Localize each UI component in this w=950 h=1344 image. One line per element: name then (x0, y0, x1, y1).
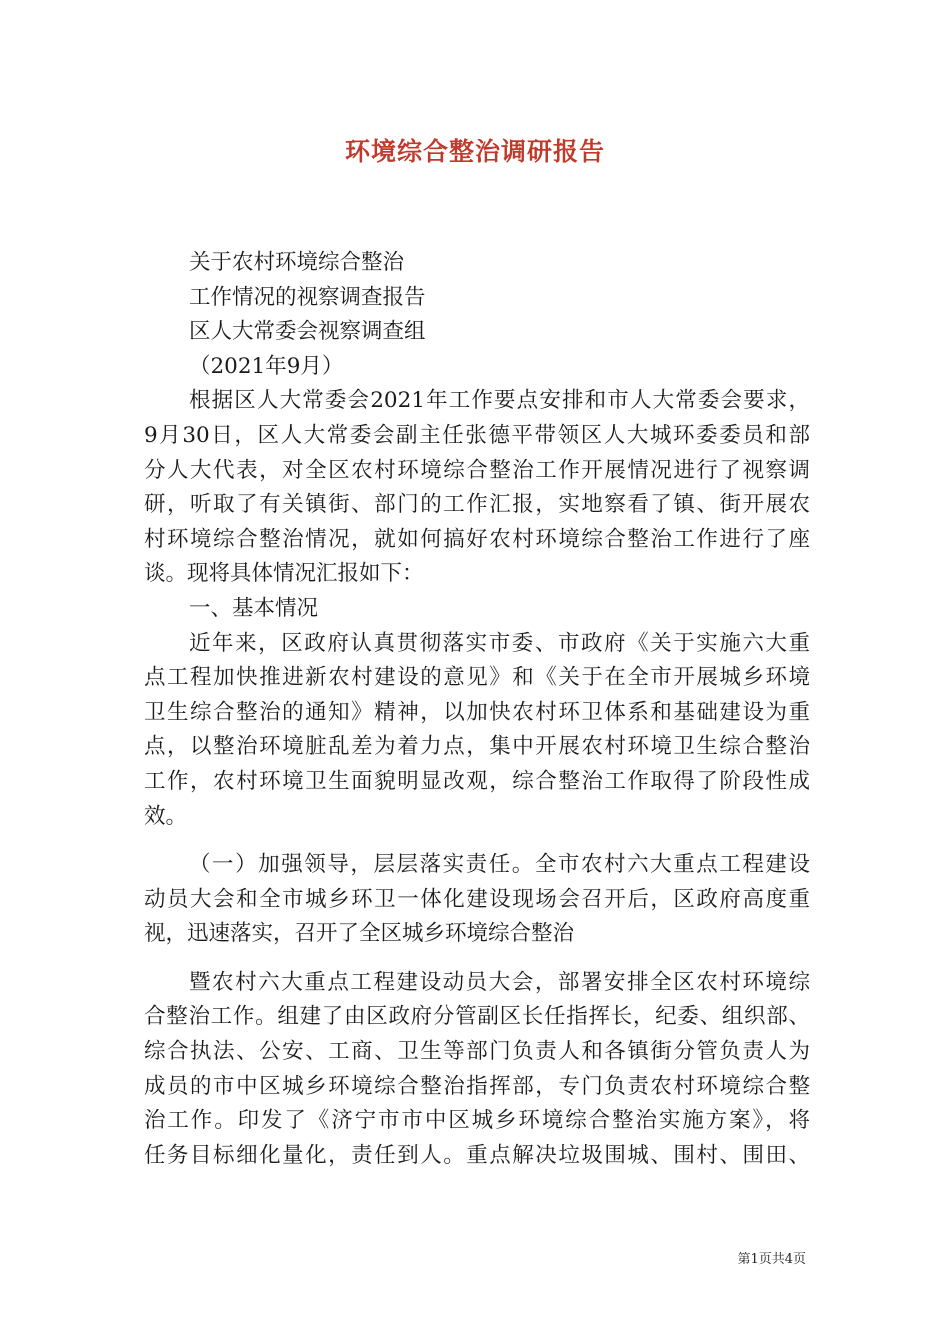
paragraph-line: 动员大会和全市城乡环卫一体化建设现场会召开后，区政府高度重 (144, 886, 810, 912)
paragraph-line: 谈。现将具体情况汇报如下： (144, 561, 424, 587)
paragraph-line: 近年来，区政府认真贯彻落实市委、市政府《关于实施六大重 (189, 630, 810, 656)
paragraph-line: 暨农村六大重点工程建设动员大会，部署安排全区农村环境综 (189, 969, 810, 995)
page-number: 第1页共4页 (737, 1252, 806, 1267)
paragraph-line: 9月30日，区人大常委会副主任张德平带领区人大城环委委员和部 (144, 422, 810, 448)
paragraph-line: 根据区人大常委会2021年工作要点安排和市人大常委会要求， (189, 388, 810, 414)
document-title: 环境综合整治调研报告 (344, 137, 605, 166)
report-date: （2021年9月） (189, 353, 344, 379)
paragraph-line: 村环境综合整治情况，就如何搞好农村环境综合整治工作进行了座 (144, 526, 810, 552)
paragraph-line: 卫生综合整治的通知》精神，以加快农村环卫体系和基础建设为重 (144, 699, 810, 725)
paragraph-line: 研，听取了有关镇街、部门的工作汇报，实地察看了镇、街开展农 (144, 492, 810, 518)
paragraph-line: （一）加强领导，层层落实责任。全市农村六大重点工程建设 (189, 852, 810, 878)
paragraph-line: 分人大代表，对全区农村环境综合整治工作开展情况进行了视察调 (144, 457, 810, 483)
paragraph-line: 工作，农村环境卫生面貌明显改观，综合整治工作取得了阶段性成 (144, 768, 810, 794)
paragraph-line: 成员的市中区城乡环境综合整治指挥部，专门负责农村环境综合整 (144, 1073, 810, 1099)
paragraph-line: 视，迅速落实，召开了全区城乡环境综合整治 (144, 921, 575, 947)
header-line: 区人大常委会视察调查组 (189, 319, 426, 345)
paragraph-gap (144, 952, 810, 966)
paragraph-line: 治工作。印发了《济宁市市中区城乡环境综合整治实施方案》，将 (144, 1108, 810, 1134)
section-heading: 一、基本情况 (189, 595, 319, 621)
paragraph-line: 综合执法、公安、工商、卫生等部门负责人和各镇街分管负责人为 (144, 1039, 810, 1065)
header-line: 关于农村环境综合整治 (189, 250, 405, 275)
header-line: 工作情况的视察调查报告 (189, 284, 426, 310)
paragraph-line: 任务目标细化量化，责任到人。重点解决垃圾围城、围村、围田、 (144, 1142, 810, 1168)
document-body (144, 246, 810, 1173)
paragraph-line: 合整治工作。组建了由区政府分管副区长任指挥长，纪委、组织部、 (144, 1004, 810, 1030)
paragraph-line: 点工程加快推进新农村建设的意见》和《关于在全市开展城乡环境 (144, 665, 810, 691)
paragraph-line: 效。 (144, 803, 188, 829)
paragraph-line: 点，以整治环境脏乱差为着力点，集中开展农村环境卫生综合整治 (144, 734, 810, 760)
paragraph-gap (144, 834, 810, 848)
